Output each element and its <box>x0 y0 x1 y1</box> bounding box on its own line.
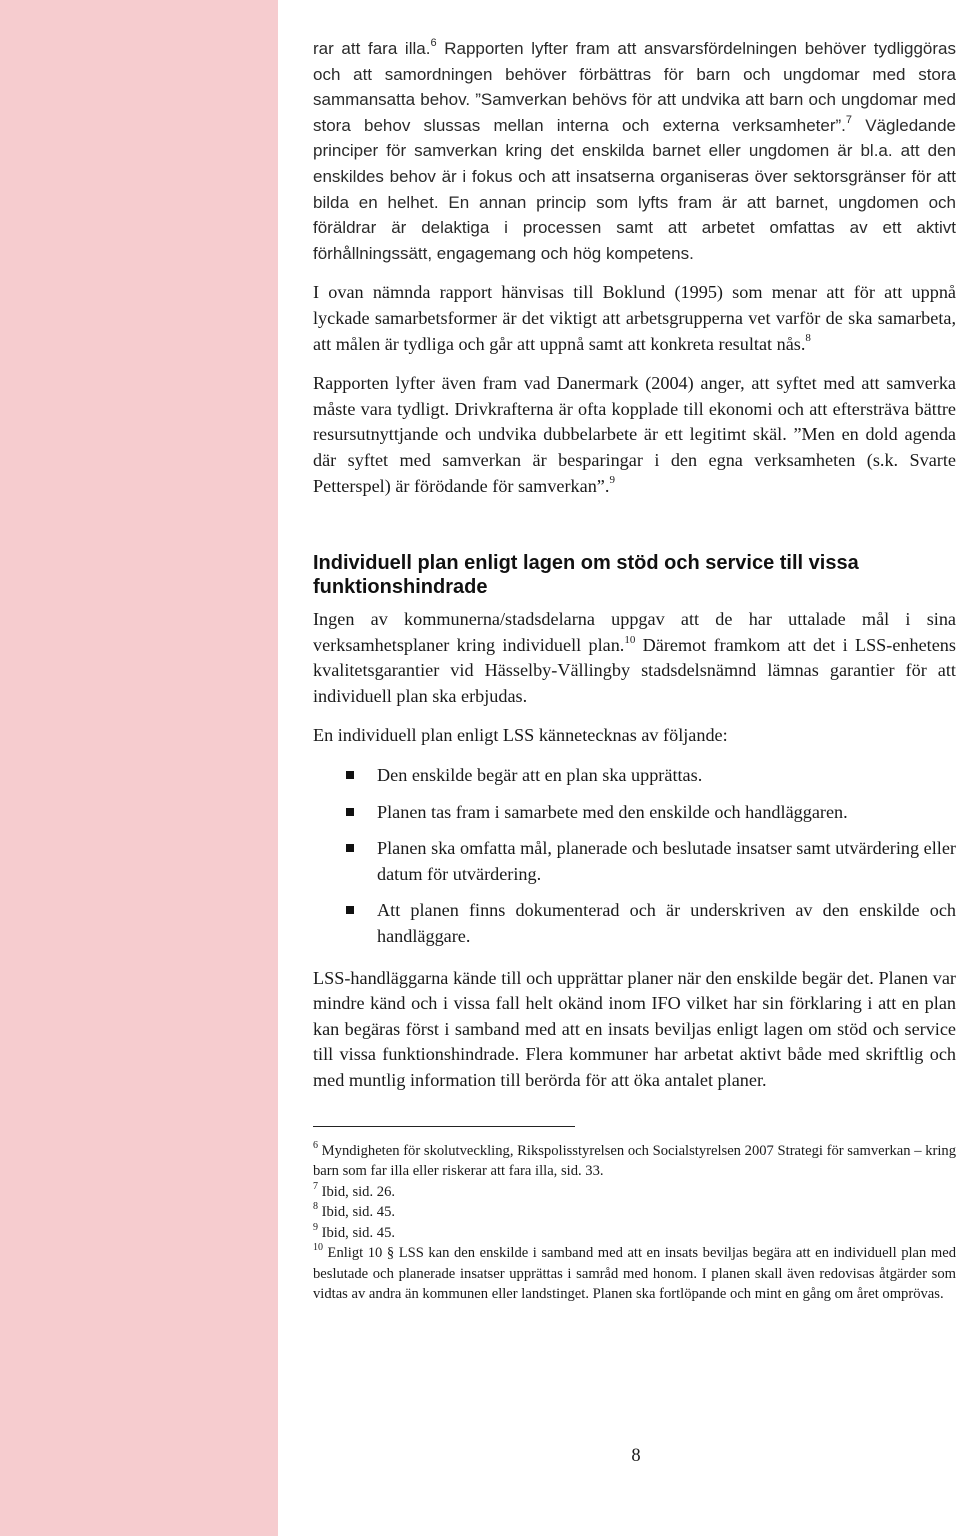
footnote-8: $^8$ Ibid, sid. 45. <box>313 1201 396 1221</box>
list-item: Den enskilde begär att en plan ska upprättas. <box>313 763 956 789</box>
footnote-ref-9[interactable]: 9 <box>609 474 615 487</box>
page-content <box>313 36 956 1305</box>
paragraph-danermark: Rapporten lyfter även fram vad Danermark (2004) anger, att syftet med att samverka måste vara tydligt. Drivkrafterna är ofta kopplade till ekonomi och att eftersträva bättre resursutnyttjande och undvika dubbelarbete är ett legitimt skäl. ”Men en dold agenda där syftet med samverkan är besparingar i den egna verksamheten (s.k. Svarte Petterspel) är förödande för samverkan”.$^9$ <box>313 373 956 496</box>
document-page <box>278 0 960 1536</box>
paragraph-verksamhetsplaner: Ingen av kommunerna/stadsdelarna uppgav att de har uttalade mål i sina verksamhetsplaner kring individuell plan.$^{10}$ Däremot framkom att det i LSS-enhetens kvalitetsgarantier vid Hässelby-Vällingby stadsdelsnämnd lämnas garantier för att individuell plan ska erbjudas. <box>313 609 956 706</box>
footnote-7: $^7$ Ibid, sid. 26. <box>313 1180 396 1200</box>
square-bullet-icon <box>346 771 354 779</box>
footnote-9: $^9$ Ibid, sid. 45. <box>313 1221 396 1241</box>
footnote-10: $^{10}$ Enligt 10 § LSS kan den enskilde i samband med att en insats beviljas begära att en individuell plan med beslutade och planerade insatser upprättas i samråd med honom. I planen skall även redovisas åtgärder som vidtas av andra än kommunen eller landstinget. Planen ska fortlöpande och mint en gång om året omprövas. <box>313 1242 956 1303</box>
footnote-6: $^6$ Myndigheten för skolutveckling, Rikspolisstyrelsen och Socialstyrelsen 2007 Strategi för samverkan – kring barn som far illa eller riskerar att fara illa, sid. 33. <box>313 1139 956 1180</box>
page-margin-band <box>0 0 278 1536</box>
footnotes <box>313 1141 956 1305</box>
footnote-ref-8[interactable]: 8 <box>805 332 811 345</box>
list-item: Planen tas fram i samarbete med den enskilde och handläggaren. <box>313 800 956 826</box>
footnote-ref-10[interactable]: 10 <box>624 633 636 646</box>
paragraph-samverkan: rar att fara illa.$^6$ Rapporten lyfter fram att ansvarsfördelningen behöver tydliggöras och att samordningen behöver förbättras för barn och ungdomar med stora sammansatta behov. ”Samverkan behövs för att undvika att barn och ungdomar med stora behov slussas mellan interna och externa verksamheter”.$^7$ Vägledande principer för samverkan kring det enskilda barnet eller ungdomen är bl.a. att den enskildes behov är i fokus och att insatserna organiseras över sektorsgränser för att bilda en helhet. En annan princip som lyfts fram är att barnet, ungdomen och föräldrar är delaktiga i processen samt att arbetet omfattas av ett aktivt förhållningssätt, engagemang och hög kompetens. <box>313 37 956 263</box>
square-bullet-icon <box>346 808 354 816</box>
footnote-divider <box>313 1126 575 1127</box>
bullet-list <box>313 763 956 950</box>
paragraph-list-intro: En individuell plan enligt LSS kännetecknas av följande: <box>313 725 728 746</box>
square-bullet-icon <box>346 844 354 852</box>
section-heading: Individuell plan enligt lagen om stöd och service till vissa funktionshindrade <box>313 552 859 599</box>
paragraph-boklund: I ovan nämnda rapport hänvisas till Boklund (1995) som menar att för att uppnå lyckade samarbetsformer är det viktigt att arbetsgrupperna vet varför de ska samarbeta, att målen är tydliga och går att uppnå samt att konkreta resultat nås.$^8$ <box>313 282 956 354</box>
square-bullet-icon <box>346 906 354 914</box>
paragraph-lss-handlaggare: LSS-handläggarna kände till och upprättar planer när den enskilde begär det. Planen var mindre känd och i vissa fall helt okänd inom IFO vilket har sin förklaring i att en plan kan begäras först i samband med att en insats beviljas enligt lagen om stöd och service till vissa funktionshindrade. Flera kommuner har arbetat aktivt både med skriftlig och med muntlig information till berörda för att öka antalet planer. <box>313 967 956 1090</box>
list-item: Att planen finns dokumenterad och är underskriven av den enskilde och handläggare. <box>313 898 956 949</box>
footnote-ref-6[interactable]: 6 <box>430 37 437 50</box>
page-number: 8 <box>631 1446 641 1466</box>
list-item: Planen ska omfatta mål, planerade och beslutade insatser samt utvärdering eller datum för utvärdering. <box>313 836 956 887</box>
footnote-ref-7[interactable]: 7 <box>845 114 853 127</box>
